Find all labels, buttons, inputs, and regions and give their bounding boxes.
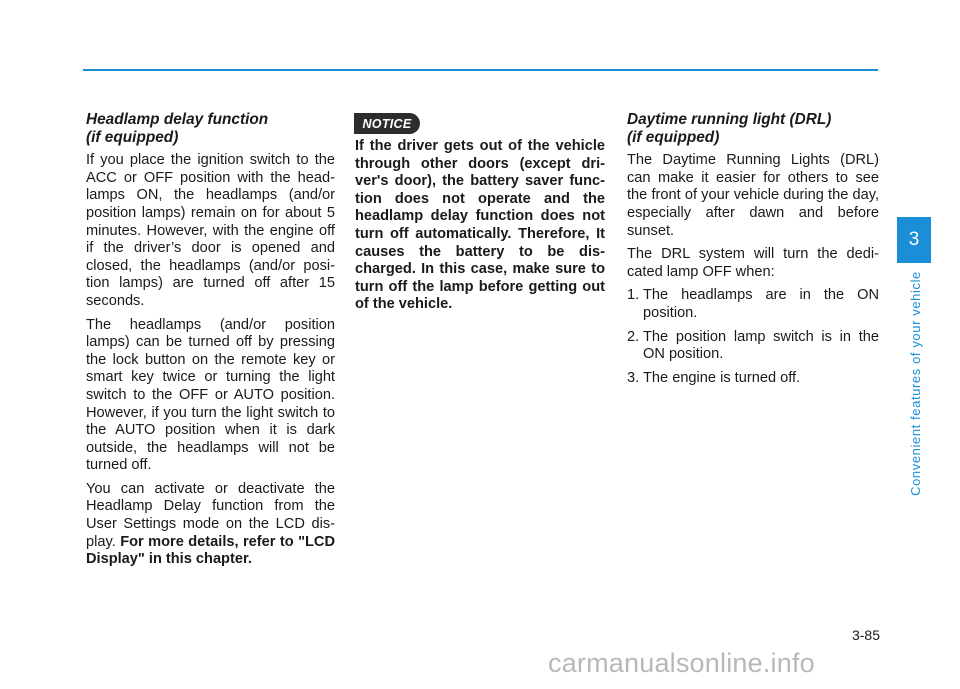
list-item: 1. The headlamps are in the ON position. [627,287,879,321]
headlamp-delay-paragraph-3: You can activate or deactivate the Headlamp Delay function from the User Settings mode on the LCD dis-play. For more details, refer to "LCD Display" in this chapter. [86,480,335,568]
chapter-number-tab: 3 [897,217,931,263]
page-number: 3-85 [851,627,880,643]
headlamp-delay-heading: Headlamp delay function (if equipped) [86,111,269,146]
header-rule [83,69,878,71]
drl-conditions-list [627,287,879,387]
cross-reference: For more details, refer to "LCD Display" in this chapter. [86,533,335,568]
drl-paragraph-1: The Daytime Running Lights (DRL) can make it easier for others to see the front of your vehicle during the day, especially after dawn and before sunset. [627,152,879,239]
column-headlamp-delay [86,111,335,575]
chapter-title-vertical: Convenient features of your vehicle [907,270,923,496]
drl-paragraph-2: The DRL system will turn the dedi-cated lamp OFF when: [627,246,879,280]
list-item: 3. The engine is turned off. [627,369,801,386]
column-daytime-running-light [627,111,879,393]
headlamp-delay-paragraph-1: If you place the ignition switch to the ACC or OFF position with the head-lamps ON, the headlamps (and/or position lamps) remain on for about 5 minutes. However, with the engine off if the driver’s door is opened and closed, the headlamps (and/or posi-tion lamps) are turned off after 15 seconds. [86,152,335,309]
drl-heading: Daytime running light (DRL) (if equipped) [627,111,832,146]
notice-text: If the driver gets out of the vehicle through other doors (except dri-ver's door), the battery saver func-tion does not operate and the headlamp delay function does not turn off automatically. Therefore, It causes the battery to be dis-charged. In this case, make sure to turn off the lamp before getting out of the vehicle. [355,138,605,313]
headlamp-delay-paragraph-2: The headlamps (and/or position lamps) can be turned off by pressing the lock button on the remote key or smart key twice or turning the light switch to the OFF or AUTO position. However, if you turn the light switch to the AUTO position when it is dark outside, the headlamps will not be turned off. [86,316,335,474]
list-item: 2. The position lamp switch is in the ON position. [627,328,879,363]
watermark: carmanualsonline.info [548,648,815,678]
notice-badge: NOTICE [354,113,420,134]
